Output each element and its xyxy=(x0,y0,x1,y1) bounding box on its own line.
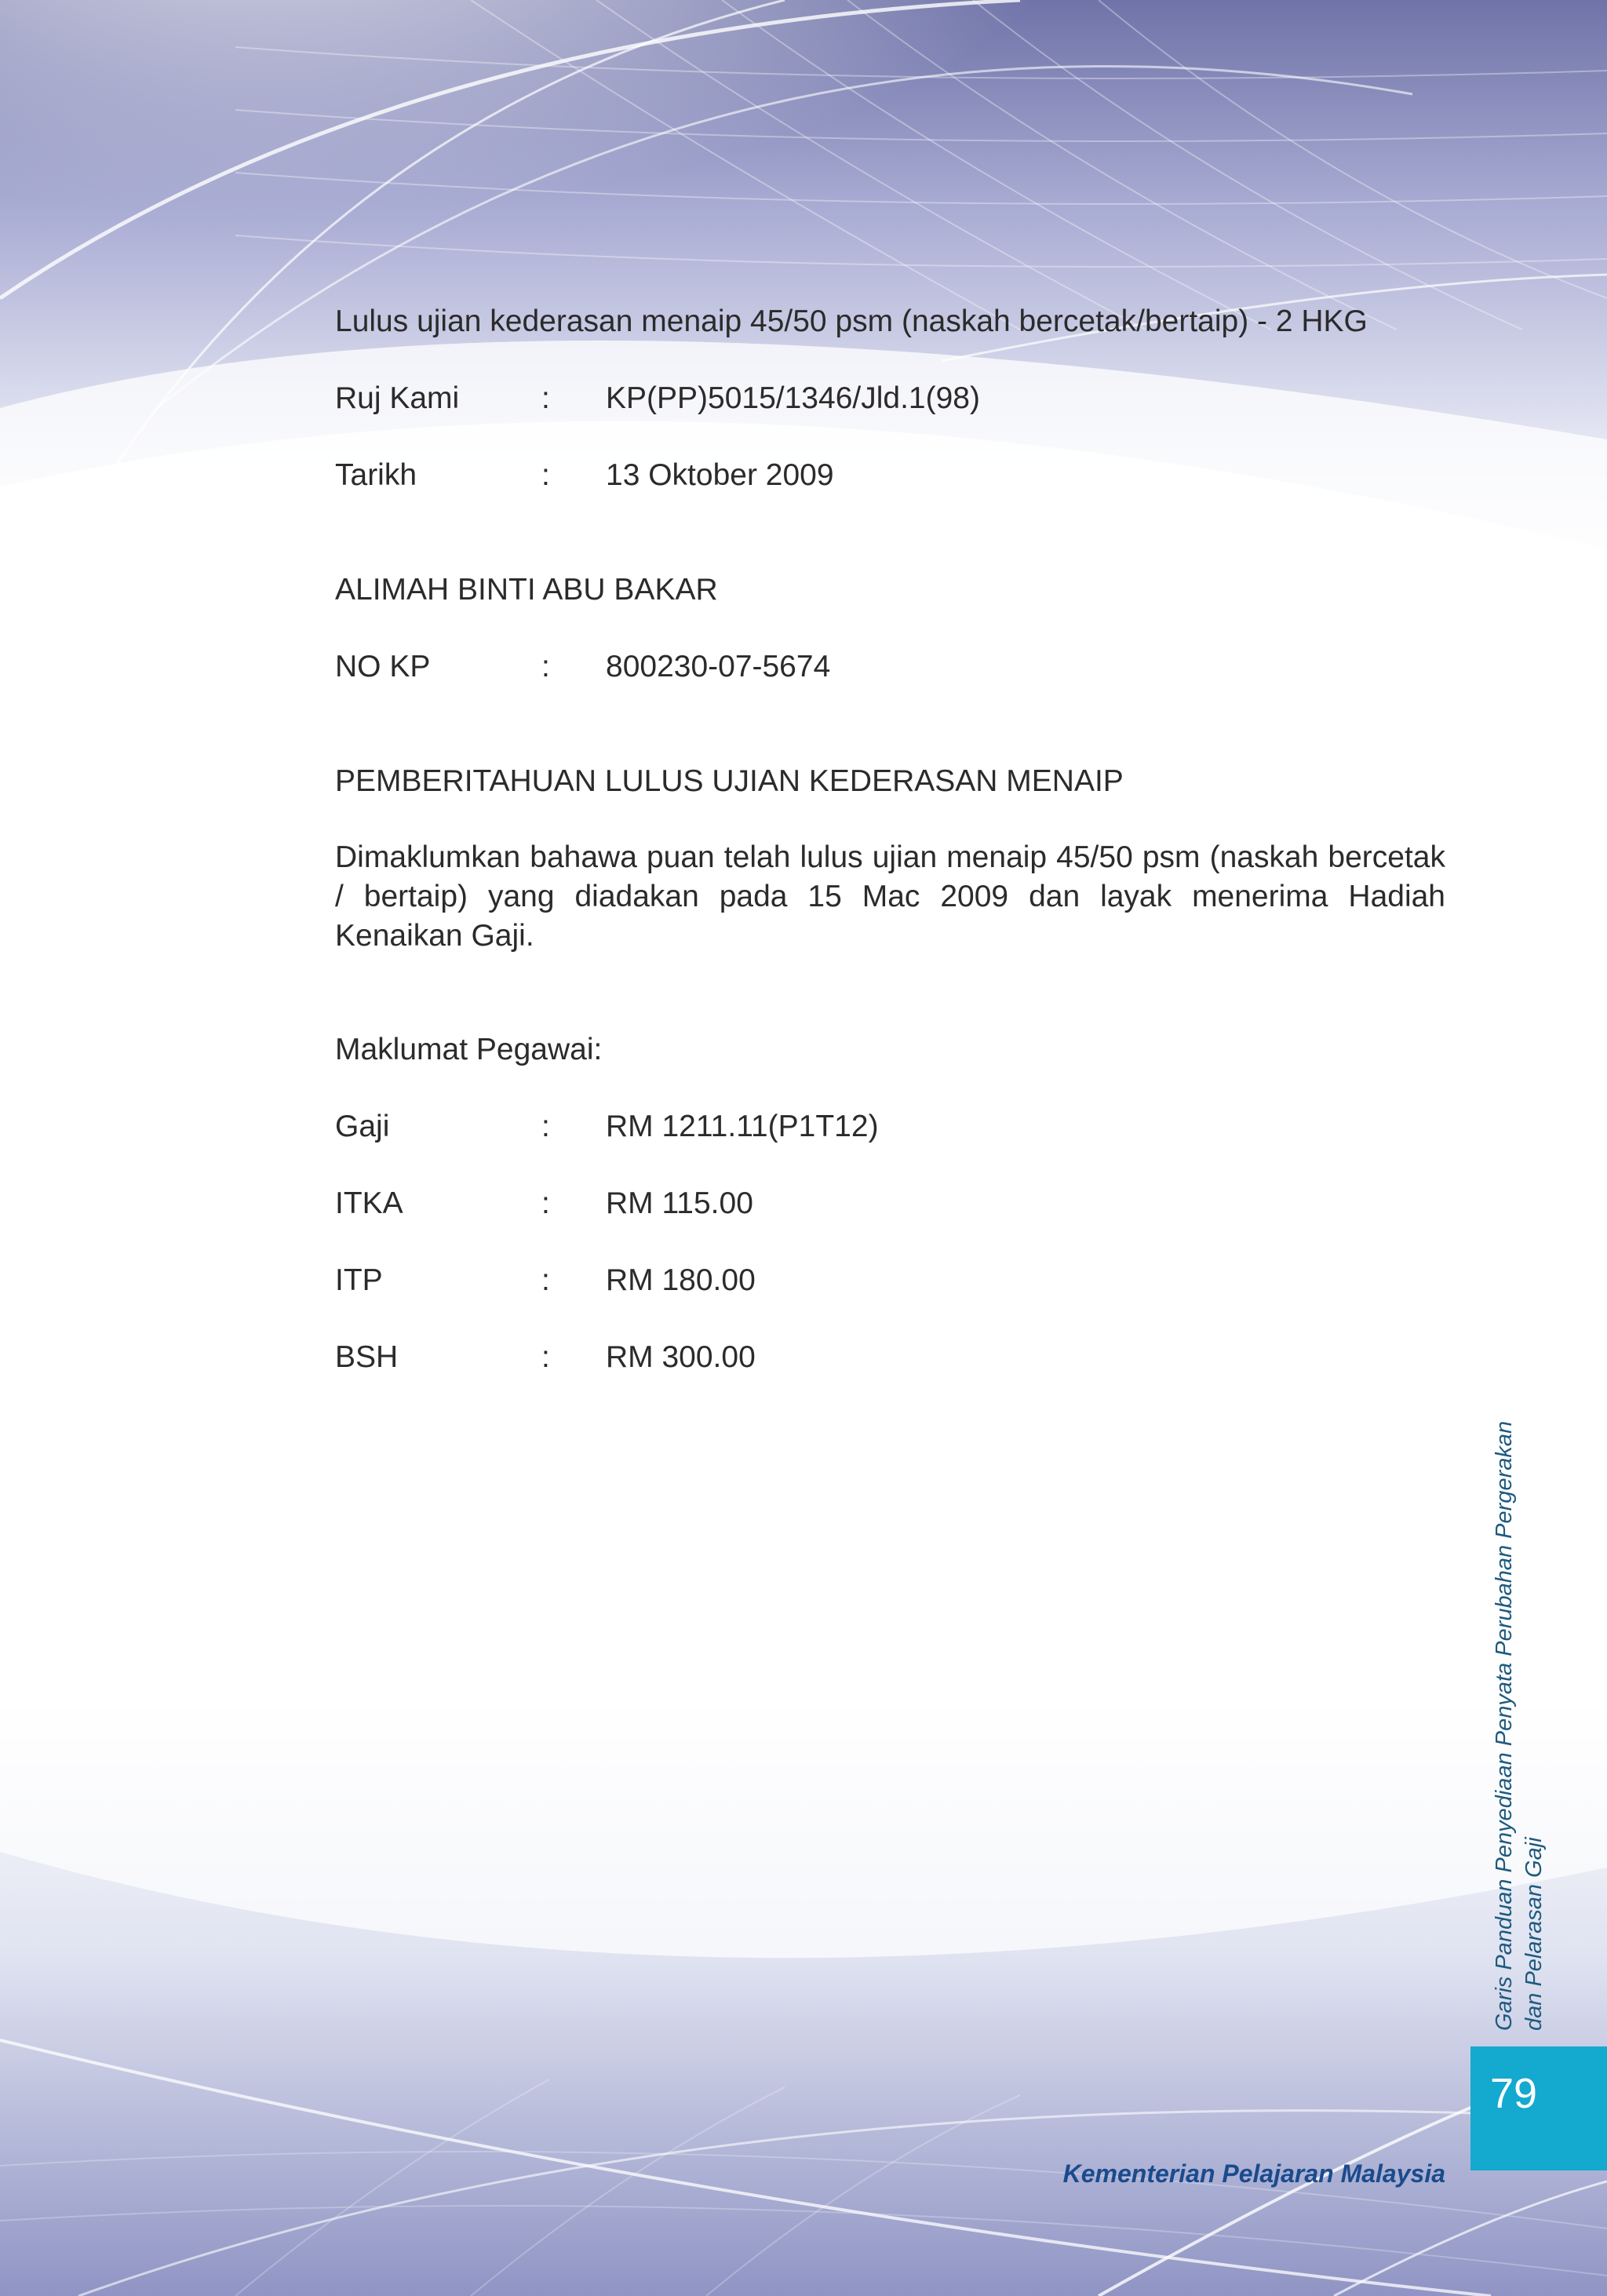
officer-row-value: RM 180.00 xyxy=(606,1263,756,1297)
sidebar-document-title xyxy=(1489,1421,1549,2031)
date-label: Tarikh xyxy=(335,458,417,492)
ic-label: NO KP xyxy=(335,650,431,683)
ref-colon: : xyxy=(541,381,550,415)
officer-row-label: BSH xyxy=(335,1340,399,1374)
ic-value: 800230-07-5674 xyxy=(606,650,831,683)
ref-value: KP(PP)5015/1346/Jld.1(98) xyxy=(606,381,980,415)
ic-colon: : xyxy=(541,650,550,683)
officer-row-colon: : xyxy=(541,1110,550,1143)
officer-row-colon: : xyxy=(541,1263,550,1297)
date-value: 13 Oktober 2009 xyxy=(606,458,834,492)
ref-label: Ruj Kami xyxy=(335,381,460,415)
officer-row-label: ITKA xyxy=(335,1186,403,1220)
officer-row-value: RM 300.00 xyxy=(606,1340,756,1374)
subject-line: Lulus ujian kederasan menaip 45/50 psm (naskah bercetak/bertaip) - 2 HKG xyxy=(335,304,1368,338)
officer-row-value: RM 1211.11(P1T12) xyxy=(606,1110,879,1143)
body-paragraph: Dimaklumkan bahawa puan telah lulus ujian menaip 45/50 psm (naskah bercetak / bertaip) yang diadakan pada 15 Mac 2009 dan layak menerima Hadiah Kenaikan Gaji. xyxy=(335,840,1445,953)
date-colon: : xyxy=(541,458,550,492)
officer-row-label: Gaji xyxy=(335,1110,390,1143)
recipient-name: ALIMAH BINTI ABU BAKAR xyxy=(335,573,718,607)
notice-heading: PEMBERITAHUAN LULUS UJIAN KEDERASAN MENAIP xyxy=(335,764,1124,798)
officer-info-heading: Maklumat Pegawai: xyxy=(335,1033,603,1066)
sidebar-title-line2: dan Pelarasan Gaji xyxy=(1521,1837,1547,2031)
footer-ministry-name: Kementerian Pelajaran Malaysia xyxy=(1062,2159,1445,2188)
officer-row-label: ITP xyxy=(335,1263,383,1297)
page-number: 79 xyxy=(1489,2070,1538,2117)
sidebar-title-line1: Garis Panduan Penyediaan Penyata Perubahan Pergerakan xyxy=(1492,1420,1517,2031)
officer-row-colon: : xyxy=(541,1186,550,1220)
officer-row-colon: : xyxy=(541,1340,550,1374)
officer-row-value: RM 115.00 xyxy=(606,1186,753,1220)
